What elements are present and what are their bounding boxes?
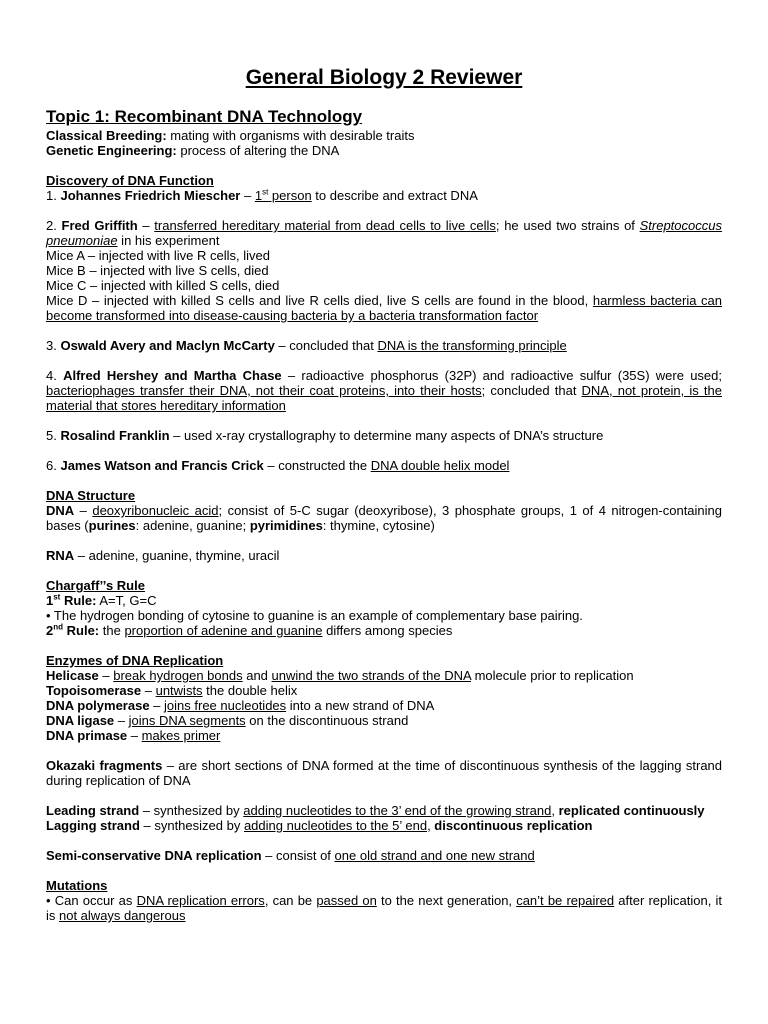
mice-d-line: Mice D – injected with killed S cells and live R cells died, live S cells are found in the blood, harmless bacteria can become transformed into disease-causing bacteria by a bacteria transformation factor <box>46 293 722 323</box>
miescher-entry: 1. Johannes Friedrich Miescher – 1st person to describe and extract DNA <box>46 187 478 203</box>
document-title: General Biology 2 Reviewer <box>245 66 523 89</box>
rna-definition: RNA – adenine, guanine, thymine, uracil <box>46 548 280 563</box>
primase-entry: DNA primase – makes primer <box>46 728 221 743</box>
semi-conservative-entry: Semi-conservative DNA replication – consist of one old strand and one new strand <box>46 848 535 863</box>
franklin-entry: 5. Rosalind Franklin – used x-ray crystallography to determine many aspects of DNA’s structure <box>46 428 604 443</box>
polymerase-entry: DNA polymerase – joins free nucleotides into a new strand of DNA <box>46 698 435 713</box>
helicase-entry: Helicase – break hydrogen bonds and unwind the two strands of the DNA molecule prior to replication <box>46 668 634 683</box>
griffith-entry: 2. Fred Griffith – transferred hereditary material from dead cells to live cells; he used two strains of Streptococcus pneumoniae in his experiment <box>46 218 722 248</box>
leading-strand-entry: Leading strand – synthesized by adding nucleotides to the 3’ end of the growing strand, replicated continuously <box>46 803 705 818</box>
mice-a-line: Mice A – injected with live R cells, lived <box>46 248 270 263</box>
mice-c-line: Mice C – injected with killed S cells, died <box>46 278 280 293</box>
chargaff-rule-1: 1st Rule: A=T, G=C <box>46 592 157 608</box>
lagging-strand-entry: Lagging strand – synthesized by adding nucleotides to the 5’ end, discontinuous replication <box>46 818 593 833</box>
topic-heading: Topic 1: Recombinant DNA Technology <box>46 107 363 126</box>
mutations-heading: Mutations <box>46 878 108 893</box>
mice-b-line: Mice B – injected with live S cells, died <box>46 263 269 278</box>
structure-heading: DNA Structure <box>46 488 136 503</box>
okazaki-entry: Okazaki fragments – are short sections of DNA formed at the time of discontinuous synthesis of the lagging strand during replication of DNA <box>46 758 723 788</box>
chargaff-heading: Chargaff’’s Rule <box>46 578 145 593</box>
watson-crick-entry: 6. James Watson and Francis Crick – constructed the DNA double helix model <box>46 458 510 473</box>
mutations-bullet: • Can occur as DNA replication errors, can be passed on to the next generation, can’t be repaired after replication, it is not always dangerous <box>46 893 722 923</box>
discovery-heading: Discovery of DNA Function <box>46 173 214 188</box>
classical-breeding-definition: Classical Breeding: mating with organisms with desirable traits <box>46 128 415 143</box>
topoisomerase-entry: Topoisomerase – untwists the double helix <box>46 683 298 698</box>
ligase-entry: DNA ligase – joins DNA segments on the discontinuous strand <box>46 713 409 728</box>
chargaff-rule-2: 2nd Rule: the proportion of adenine and guanine differs among species <box>46 622 453 638</box>
dna-definition: DNA – deoxyribonucleic acid; consist of 5-C sugar (deoxyribose), 3 phosphate groups, 1 of 4 nitrogen-containing bases (purines: adenine, guanine; pyrimidines: thymine, cytosine) <box>46 503 723 533</box>
avery-entry: 3. Oswald Avery and Maclyn McCarty – concluded that DNA is the transforming principle <box>46 338 567 353</box>
enzymes-heading: Enzymes of DNA Replication <box>46 653 224 668</box>
chargaff-bullet: • The hydrogen bonding of cytosine to guanine is an example of complementary base pairing. <box>46 608 583 623</box>
genetic-engineering-definition: Genetic Engineering: process of altering the DNA <box>46 143 340 158</box>
hershey-entry: 4. Alfred Hershey and Martha Chase – radioactive phosphorus (32P) and radioactive sulfur (35S) were used; bacteriophages transfer their DNA, not their coat proteins, into their hosts; concluded that DNA, not protein, is the material that stores hereditary information <box>46 368 722 413</box>
